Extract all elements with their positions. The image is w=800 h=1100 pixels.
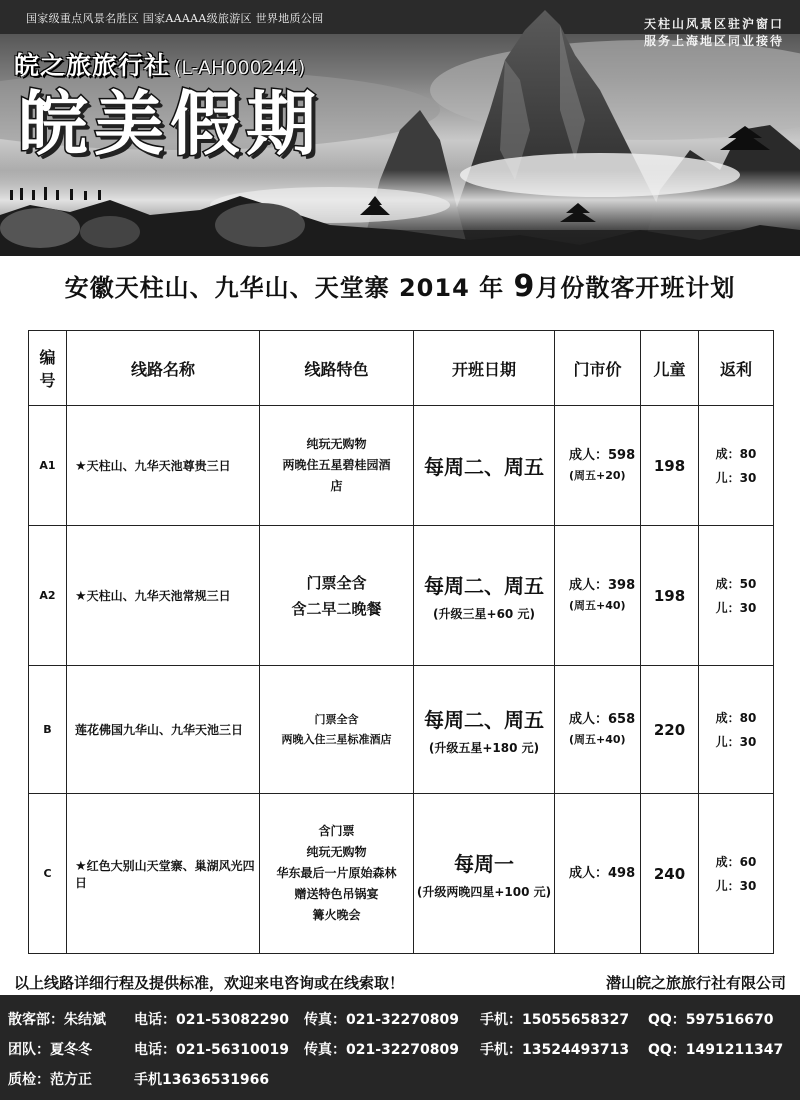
route-dates: 每周二、周五 (升级三星+60 元)	[414, 526, 555, 666]
agency-name: 皖之旅旅行社	[14, 51, 171, 80]
contact-mobile: 手机：13524493713	[480, 1042, 630, 1058]
contact-role: 散客部：朱结斌	[8, 1012, 106, 1028]
route-name: ★天柱山、九华天池常规三日	[67, 526, 260, 666]
route-child-price: 198	[641, 406, 699, 526]
route-child-price: 240	[641, 794, 699, 954]
plan-title-prefix: 安徽天柱山、九华山、天堂寨 2014 年	[64, 274, 514, 302]
footer-note: 以上线路详细行程及提供标准，欢迎来电咨询或在线索取！	[14, 974, 405, 992]
route-features: 门票全含 两晚入住三星标准酒店	[260, 666, 414, 794]
plan-title	[0, 268, 800, 304]
table-row	[29, 406, 774, 526]
table-header-row	[29, 331, 774, 406]
office-tagline	[644, 16, 784, 50]
agency-license: (L-AH000244)	[174, 57, 306, 79]
table-row	[29, 666, 774, 794]
contact-role: 团队：夏冬冬	[8, 1042, 92, 1058]
contact-mobile: 手机13636531966	[134, 1072, 270, 1088]
header-route-name: 线路名称	[67, 331, 260, 406]
route-price: 成人：398 (周五+40)	[555, 526, 641, 666]
route-name: ★红色大别山天堂寨、巢湖风光四日	[67, 794, 260, 954]
route-id: B	[29, 666, 67, 794]
contact-row	[8, 1065, 800, 1095]
route-price: 成人：498	[555, 794, 641, 954]
contact-phone: 电话：021-56310019	[134, 1042, 289, 1058]
company-name: 潜山皖之旅旅行社有限公司	[605, 974, 786, 992]
brand-title: 皖美假期	[18, 83, 322, 165]
route-child-price: 220	[641, 666, 699, 794]
route-child-price: 198	[641, 526, 699, 666]
scenic-designations: 国家级重点风景名胜区 国家AAAAA级旅游区 世界地质公园	[26, 12, 324, 25]
contact-block	[0, 995, 800, 1100]
route-dates: 每周二、周五 (升级五星+180 元)	[414, 666, 555, 794]
header-dates: 开班日期	[414, 331, 555, 406]
route-price: 成人：658 (周五+40)	[555, 666, 641, 794]
header-price: 门市价	[555, 331, 641, 406]
contact-qq: QQ：1491211347	[648, 1042, 784, 1058]
header-child: 儿童	[641, 331, 699, 406]
plan-title-suffix: 月份散客开班计划	[535, 274, 736, 302]
office-tagline-line2: 服务上海地区同业接待	[643, 34, 784, 48]
route-name: 莲花佛国九华山、九华天池三日	[67, 666, 260, 794]
contact-mobile: 手机：15055658327	[480, 1012, 630, 1028]
contact-row	[8, 1005, 800, 1035]
route-rebate: 成：50 儿：30	[699, 526, 774, 666]
header-features: 线路特色	[260, 331, 414, 406]
route-rebate: 成：80 儿：30	[699, 406, 774, 526]
plan-title-month: 9	[513, 269, 536, 304]
contact-phone: 电话：021-53082290	[134, 1012, 289, 1028]
route-dates: 每周一 (升级两晚四星+100 元)	[414, 794, 555, 954]
star-icon: ★	[75, 459, 87, 474]
route-id: C	[29, 794, 67, 954]
route-features: 门票全含 含二早二晚餐	[260, 526, 414, 666]
route-price: 成人：598 (周五+20)	[555, 406, 641, 526]
contact-row	[8, 1035, 800, 1065]
header-id: 编 号	[29, 331, 67, 406]
table-row	[29, 526, 774, 666]
route-id: A2	[29, 526, 67, 666]
contact-fax: 传真：021-32270809	[304, 1012, 459, 1028]
route-dates: 每周二、周五	[414, 406, 555, 526]
route-name: ★天柱山、九华天池尊贵三日	[67, 406, 260, 526]
route-id: A1	[29, 406, 67, 526]
route-rebate: 成：60 儿：30	[699, 794, 774, 954]
header-rebate: 返利	[699, 331, 774, 406]
header-banner	[0, 0, 800, 256]
agency-heading	[14, 46, 305, 82]
contact-role: 质检：范方正	[8, 1072, 92, 1088]
route-features: 含门票 纯玩无购物 华东最后一片原始森林 赠送特色吊锅宴 篝火晚会	[260, 794, 414, 954]
footer-note-line	[14, 972, 786, 993]
office-tagline-line1: 天柱山风景区驻沪窗口	[643, 17, 784, 31]
star-icon: ★	[75, 589, 87, 604]
schedule-table	[28, 330, 774, 954]
table-row	[29, 794, 774, 954]
contact-fax: 传真：021-32270809	[304, 1042, 459, 1058]
star-icon: ★	[75, 858, 87, 874]
route-rebate: 成：80 儿：30	[699, 666, 774, 794]
contact-qq: QQ：597516670	[648, 1012, 774, 1028]
route-features: 纯玩无购物 两晚住五星碧桂园酒 店	[260, 406, 414, 526]
